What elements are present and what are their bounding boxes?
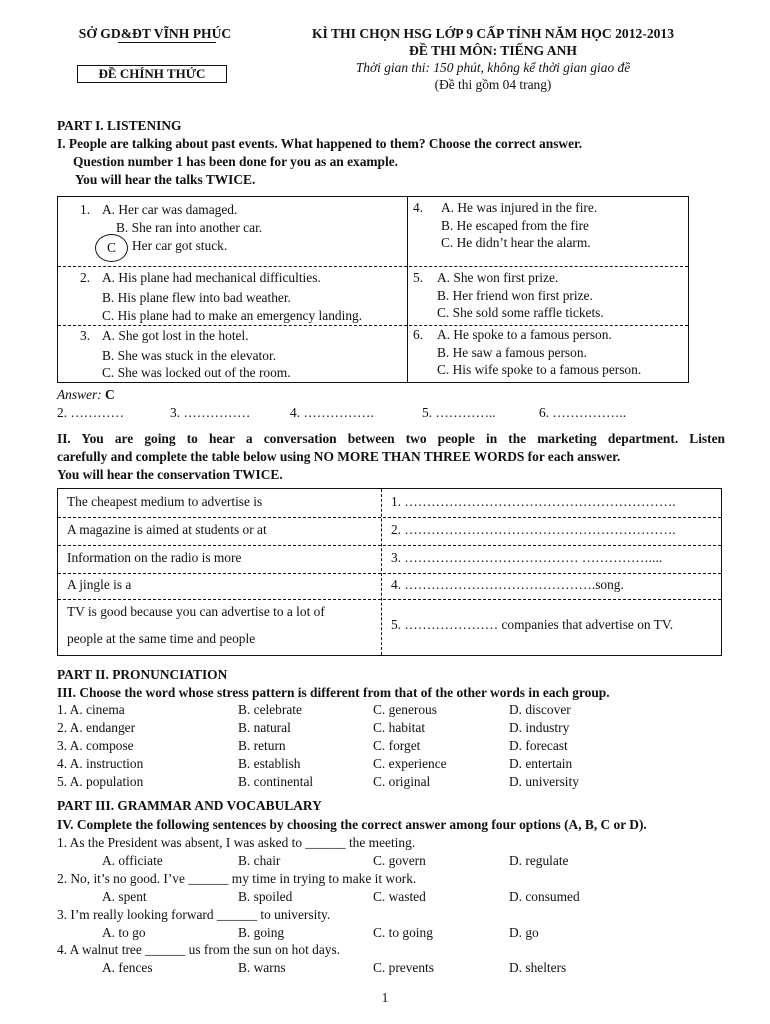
q2-c: C. His plane had to make an emergency landing. — [102, 308, 363, 323]
grammar-q1-a: A. officiate — [102, 853, 163, 868]
q2-b: B. His plane flew into bad weather. — [102, 290, 291, 305]
q5-a: A. She won first prize. — [437, 270, 559, 285]
pron-row-4-b: B. establish — [238, 756, 301, 771]
pron-row-1-b: B. celebrate — [238, 702, 302, 717]
grammar-q4-d: D. shelters — [509, 960, 567, 975]
q1-c: Her car got stuck. — [132, 238, 228, 253]
q1-num: 1. — [80, 202, 91, 217]
org-underline — [118, 42, 216, 43]
part1-instr-3: You will hear the talks TWICE. — [75, 172, 256, 187]
q1-b: B. She ran into another car. — [116, 220, 263, 235]
table-row-line — [58, 599, 721, 600]
part2-title: PART II. PRONUNCIATION — [57, 667, 228, 682]
pron-row-5-a: 5. A. population — [57, 774, 144, 789]
grammar-q2-d: D. consumed — [509, 889, 580, 904]
q6-a: A. He spoke to a famous person. — [437, 327, 612, 342]
q2-a: A. His plane had mechanical difficulties. — [102, 270, 321, 285]
grammar-q1-d: D. regulate — [509, 853, 569, 868]
pron-row-1-d: D. discover — [509, 702, 571, 717]
fill-row-2-blank[interactable]: 2. ……………………………………………………. — [391, 522, 676, 537]
exam-subject: ĐỀ THI MÔN: TIẾNG ANH — [409, 43, 577, 58]
grammar-q1: 1. As the President was absent, I was asked to ______ the meeting. — [57, 835, 416, 850]
grammar-q2-b: B. spoiled — [238, 889, 293, 904]
fill-table — [57, 488, 722, 656]
part3-title: PART III. GRAMMAR AND VOCABULARY — [57, 798, 322, 813]
table-divider — [407, 197, 408, 382]
pron-row-2-d: D. industry — [509, 720, 570, 735]
q4-b: B. He escaped from the fire — [441, 218, 589, 233]
pron-row-1-c: C. generous — [373, 702, 437, 717]
answer-label: Answer: — [57, 387, 102, 402]
pron-row-4-c: C. experience — [373, 756, 447, 771]
q3-num: 3. — [80, 328, 91, 343]
fill-row-4-blank[interactable]: 4. …………………………………….song. — [391, 577, 624, 592]
q5-b: B. Her friend won first prize. — [437, 288, 593, 303]
exam-time: Thời gian thi: 150 phút, không kể thời gian giao đề — [355, 60, 631, 75]
pron-row-2-c: C. habitat — [373, 720, 426, 735]
q4-c: C. He didn’t hear the alarm. — [441, 235, 591, 250]
official-badge: ĐỀ CHÍNH THỨC — [77, 65, 227, 83]
answer-blank-5[interactable]: 5. ………….. — [422, 405, 496, 420]
q2-num: 2. — [80, 270, 91, 285]
fill-row-5-label-cont: people at the same time and people — [67, 631, 256, 646]
pron-row-3-c: C. forget — [373, 738, 421, 753]
fill-row-1-blank[interactable]: 1. ……………………………………………………. — [391, 494, 676, 509]
q4-a: A. He was injured in the fire. — [441, 200, 598, 215]
table-row-line — [58, 517, 721, 518]
part3-instr: IV. Complete the following sentences by choosing the correct answer among four options (A, B, C or D). — [57, 817, 647, 832]
fill-row-5-blank[interactable]: 5. ………………… companies that advertise on TV. — [391, 617, 674, 632]
part1-title: PART I. LISTENING — [57, 118, 182, 133]
listening-table — [57, 196, 689, 383]
q6-num: 6. — [413, 327, 424, 342]
q3-c: C. She was locked out of the room. — [102, 365, 291, 380]
grammar-q4-c: C. prevents — [373, 960, 434, 975]
answer-blank-3[interactable]: 3. …………… — [170, 405, 251, 420]
grammar-q4: 4. A walnut tree ______ us from the sun on hot days. — [57, 942, 341, 957]
grammar-q3: 3. I’m really looking forward ______ to university. — [57, 907, 331, 922]
table-row-line — [58, 545, 721, 546]
q4-num: 4. — [413, 200, 424, 215]
pron-row-3-d: D. forecast — [509, 738, 568, 753]
grammar-q1-b: B. chair — [238, 853, 281, 868]
grammar-q3-a: A. to go — [102, 925, 146, 940]
answer-line — [57, 387, 115, 403]
grammar-q3-c: C. to going — [373, 925, 433, 940]
answer-blank-6[interactable]: 6. …………….. — [539, 405, 627, 420]
pron-row-2-a: 2. A. endanger — [57, 720, 136, 735]
fill-row-5-label: TV is good because you can advertise to a lot of — [67, 604, 325, 619]
exam-pages: (Đề thi gồm 04 trang) — [434, 77, 552, 92]
answer-value: C — [105, 387, 115, 402]
part1b-instr-2: carefully and complete the table below using NO MORE THAN THREE WORDS for each answer. — [57, 449, 621, 464]
q6-b: B. He saw a famous person. — [437, 345, 587, 360]
q1-a: A. Her car was damaged. — [102, 202, 238, 217]
q3-b: B. She was stuck in the elevator. — [102, 348, 277, 363]
fill-row-2-label: A magazine is aimed at students or at — [67, 522, 267, 537]
pron-row-3-a: 3. A. compose — [57, 738, 134, 753]
header-right — [278, 25, 708, 93]
table-divider — [381, 489, 382, 655]
table-row-line — [58, 573, 721, 574]
part1b-instr-3: You will hear the conservation TWICE. — [57, 467, 283, 482]
q6-c: C. His wife spoke to a famous person. — [437, 362, 642, 377]
pron-row-5-b: B. continental — [238, 774, 314, 789]
fill-row-3-label: Information on the radio is more — [67, 550, 242, 565]
q3-a: A. She got lost in the hotel. — [102, 328, 249, 343]
table-row-line — [58, 266, 688, 267]
pron-row-3-b: B. return — [238, 738, 286, 753]
q5-c: C. She sold some raffle tickets. — [437, 305, 604, 320]
page-number: 1 — [381, 990, 389, 1005]
grammar-q2-a: A. spent — [102, 889, 147, 904]
grammar-q4-a: A. fences — [102, 960, 153, 975]
pron-row-5-d: D. university — [509, 774, 579, 789]
grammar-q3-d: D. go — [509, 925, 539, 940]
part2-instr: III. Choose the word whose stress pattern is different from that of the other words in each group. — [57, 685, 610, 700]
part1-instr-2: Question number 1 has been done for you as an example. — [73, 154, 399, 169]
grammar-q1-c: C. govern — [373, 853, 426, 868]
grammar-q2: 2. No, it’s no good. I’ve ______ my time in trying to make it work. — [57, 871, 417, 886]
pron-row-5-c: C. original — [373, 774, 431, 789]
answer-circle: C — [95, 234, 128, 262]
part1-instr-1: I. People are talking about past events. What happened to them? Choose the correct answer. — [57, 136, 583, 151]
exam-title: KÌ THI CHỌN HSG LỚP 9 CẤP TỈNH NĂM HỌC 2012-2013 — [311, 26, 675, 41]
org-name: SỞ GD&ĐT VĨNH PHÚC — [78, 26, 232, 41]
fill-row-3-blank[interactable]: 3. ………………………………… …………….... — [391, 550, 663, 565]
pron-row-2-b: B. natural — [238, 720, 291, 735]
pron-row-4-d: D. entertain — [509, 756, 573, 771]
q5-num: 5. — [413, 270, 424, 285]
header-left — [60, 26, 250, 42]
part1b-instr-1: II. You are going to hear a conversation between two people in the marketing department. Listen — [57, 431, 725, 446]
pron-row-1-a: 1. A. cinema — [57, 702, 125, 717]
fill-row-4-label: A jingle is a — [67, 577, 132, 592]
grammar-q3-b: B. going — [238, 925, 285, 940]
grammar-q2-c: C. wasted — [373, 889, 426, 904]
answer-blank-2[interactable]: 2. ………… — [57, 405, 124, 420]
fill-row-1-label: The cheapest medium to advertise is — [67, 494, 263, 509]
pron-row-4-a: 4. A. instruction — [57, 756, 144, 771]
answer-blank-4[interactable]: 4. ……………. — [290, 405, 374, 420]
grammar-q4-b: B. warns — [238, 960, 286, 975]
